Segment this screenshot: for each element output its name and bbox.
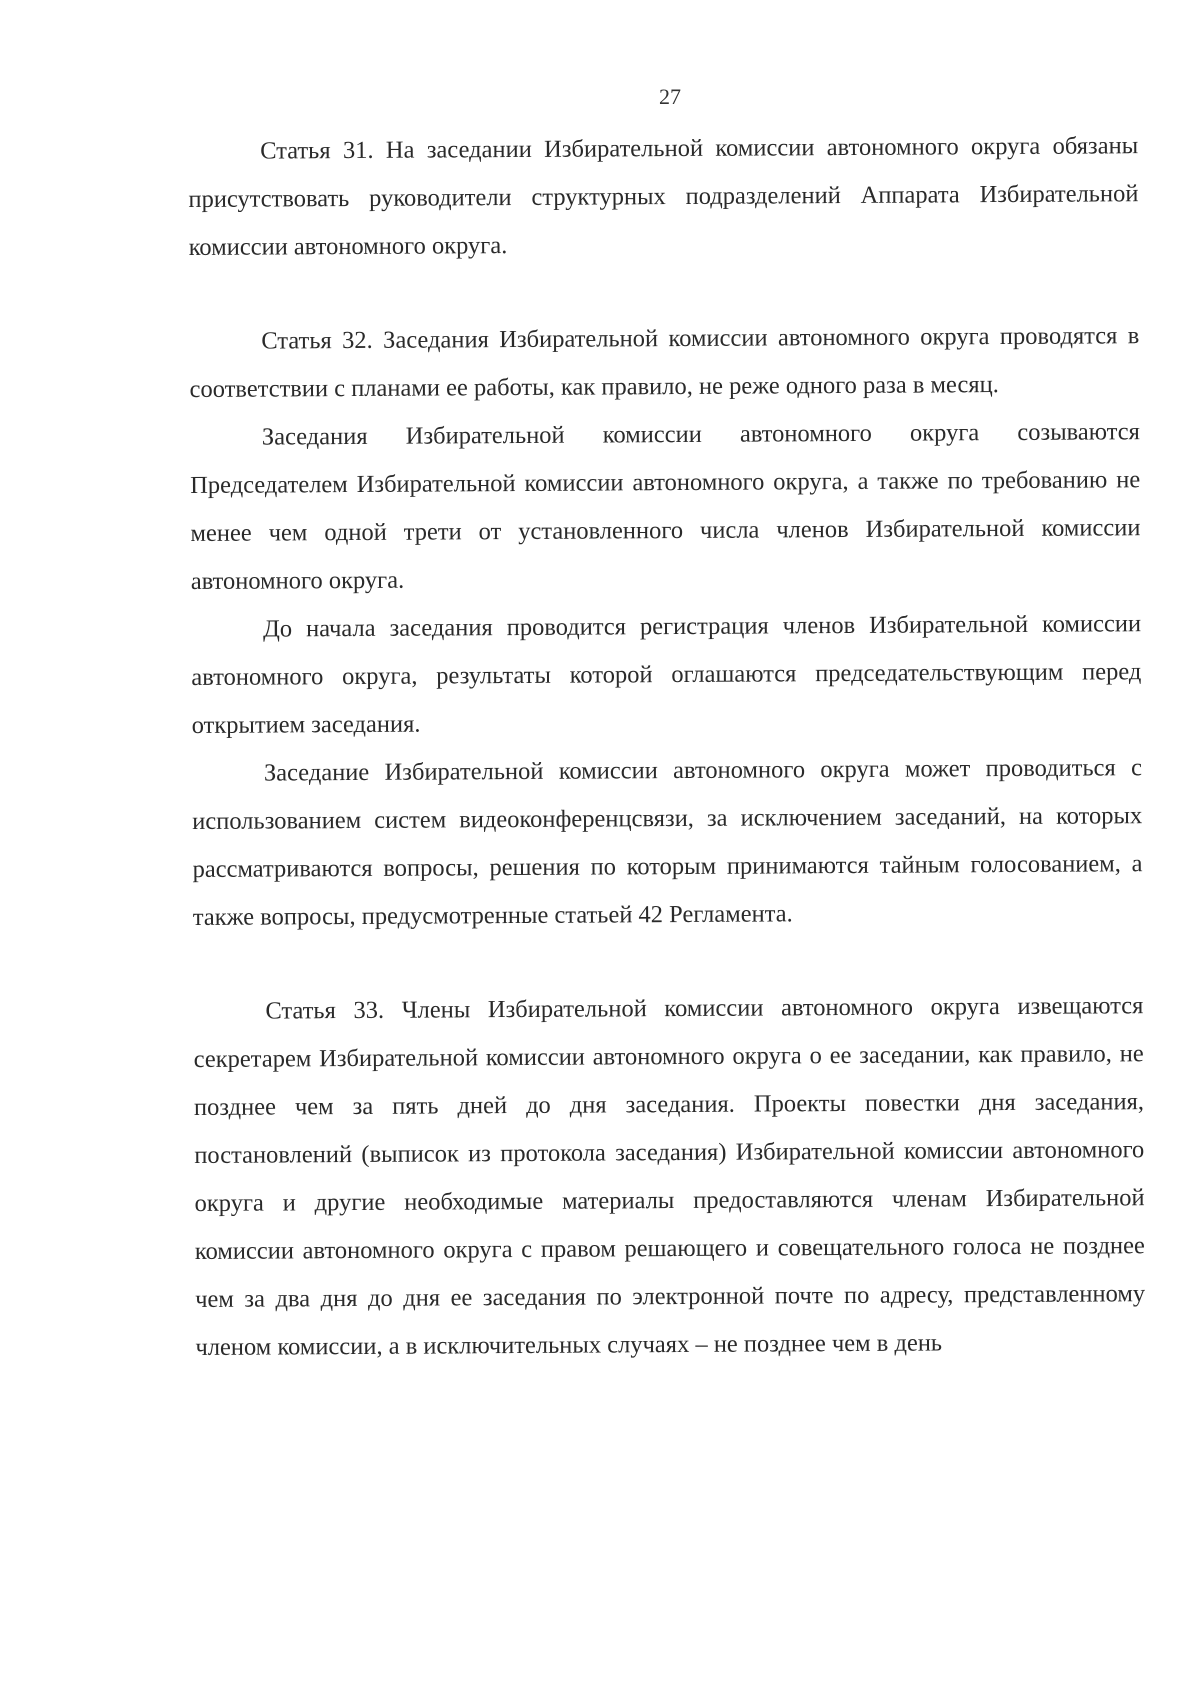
article-33-paragraph: Статья 33. Члены Избирательной комиссии автономного округа извещаются секретарем Избирательной комиссии автономного округа о ее заседании, как правило, не позднее чем за пять дней до дня заседания. Проекты повестки дня заседания, постановлений (выписок из протокола заседания) Избирательной комиссии автономного округа и другие необходимые материалы предоставляются членам Избирательной комиссии автономного округа с правом решающего и совещательного голоса не позднее чем за два дня до дня ее заседания по электронной почте по адресу, представленному членом комиссии, а в исключительных случаях – не позднее чем в день: [193, 992, 1146, 1361]
article-spacer: [193, 936, 1143, 988]
article-32-paragraph-2: Заседания Избирательной комиссии автономного округа созываются Председателем Избирательной комиссии автономного округа, а также по требованию не менее чем одной трети от установленного числа членов Избирательной комиссии автономного округа.: [190, 418, 1141, 595]
article-spacer: [189, 266, 1139, 318]
document-body: [188, 122, 1146, 1372]
page-number: 27: [659, 84, 681, 109]
article-32-paragraph-4: Заседание Избирательной комиссии автономного округа может проводиться с использованием систем видеоконференцсвязи, за исключением заседаний, на которых рассматриваются вопросы, решения по которым принимаются тайным голосованием, а также вопросы, предусмотренные статьей 42 Регламента.: [192, 754, 1143, 931]
article-32-paragraph-1: Статья 32. Заседания Избирательной комиссии автономного округа проводятся в соответствии с планами ее работы, как правило, не реже одного раза в месяц.: [189, 322, 1140, 403]
article-31-paragraph: Статья 31. На заседании Избирательной комиссии автономного округа обязаны присутствовать руководители структурных подразделений Аппарата Избирательной комиссии автономного округа.: [188, 132, 1139, 261]
article-32-paragraph-3: До начала заседания проводится регистрация членов Избирательной комиссии автономного округа, результаты которой оглашаются председательствующим перед открытием заседания.: [191, 610, 1142, 739]
